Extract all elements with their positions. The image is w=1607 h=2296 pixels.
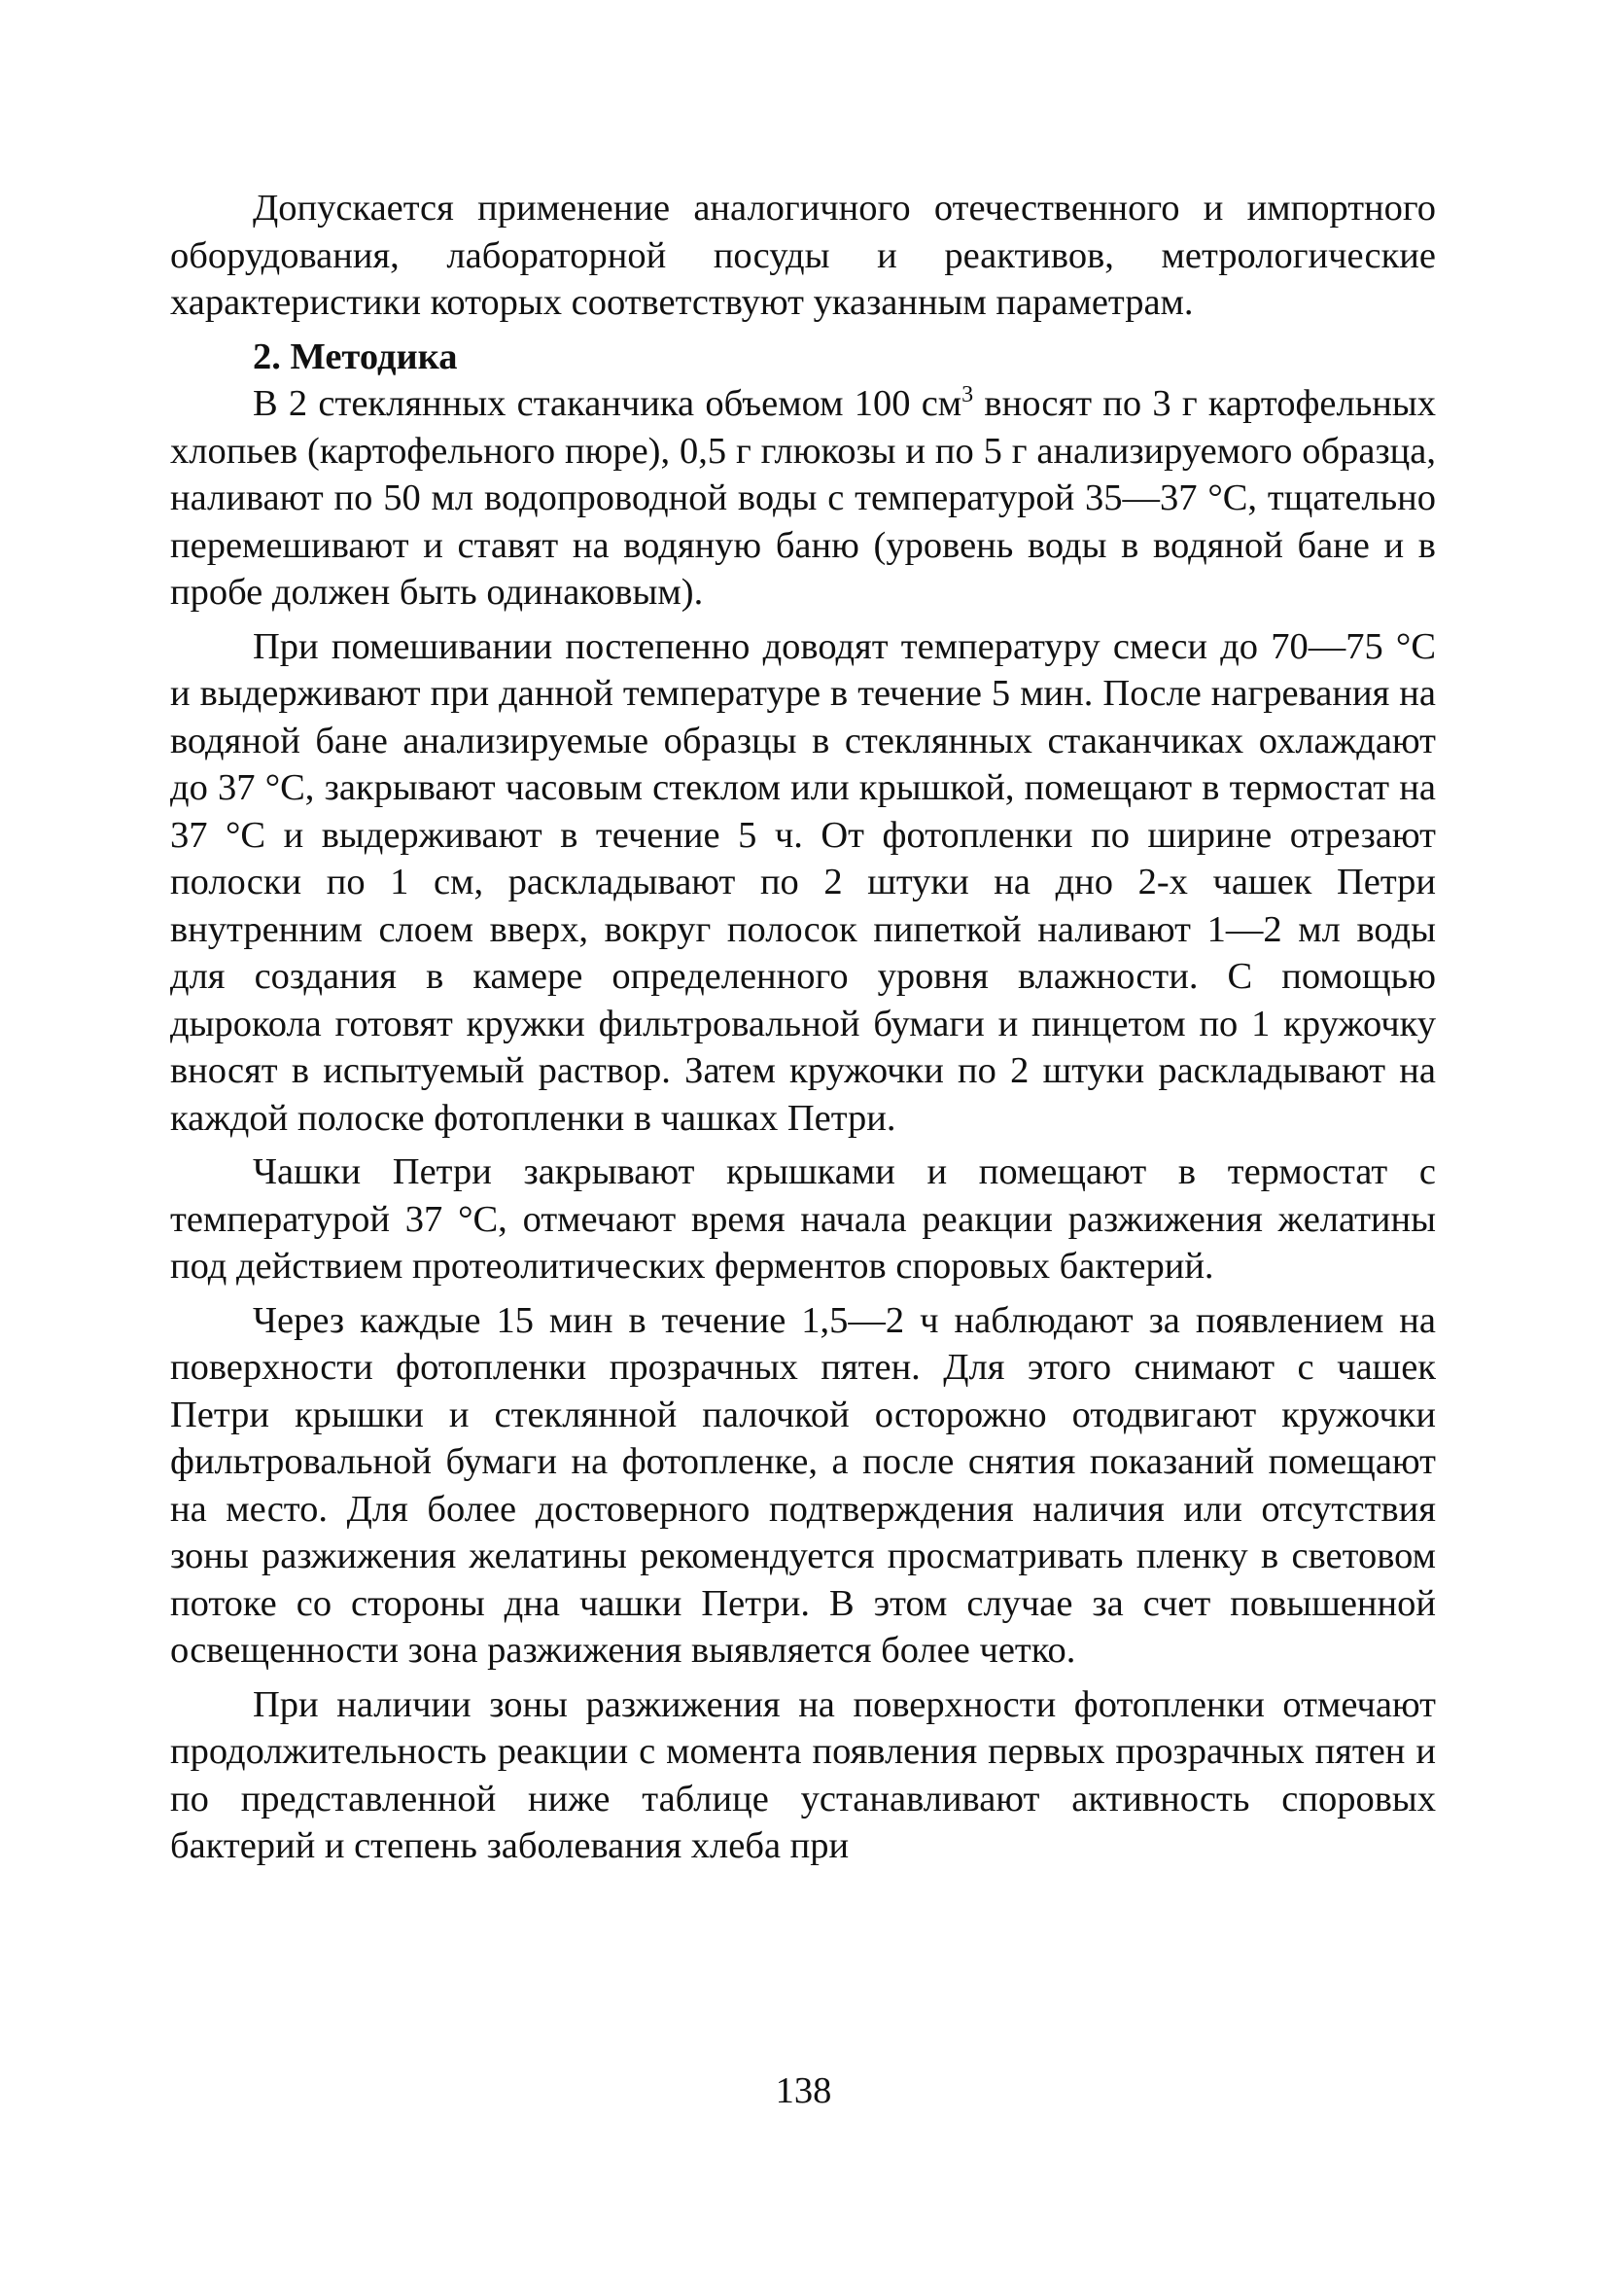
paragraph-1 xyxy=(170,380,1436,617)
body-text xyxy=(170,185,1436,1870)
paragraph-2: При помешивании постепенно доводят температуру смеси до 70—75 °С и выдерживают при данной температуре в течение 5 мин. После нагревания на водяной бане анализируемые образцы в стеклянных стаканчиках охлаждают до 37 °С, закрывают часовым стеклом или крышкой, помещают в термостат на 37 °С и выдерживают в течение 5 ч. От фотопленки по ширине отрезают полоски по 1 см, раскладывают по 2 штуки на дно 2-х чашек Петри внутренним слоем вверх, вокруг полосок пипеткой наливают 1—2 мл воды для создания в камере определенного уровня влажности. С помощью дырокола готовят кружки фильтровальной бумаги и пинцетом по 1 кружочку вносят в испытуемый раствор. Затем кружочки по 2 штуки раскладывают на каждой полоске фотопленки в чашках Петри. xyxy=(170,625,1436,1139)
section-heading: 2. Методика xyxy=(253,336,458,377)
paragraph-5: При наличии зоны разжижения на поверхности фотопленки отмечают продолжительность реакции с момента появления первых прозрачных пятен и по представленной ниже таблице устанавливают активность споровых бактерий и степень заболевания хлеба при xyxy=(170,1683,1436,1866)
paragraph-1-text-a: В 2 стеклянных стаканчика объемом 100 см xyxy=(253,383,962,424)
paragraph-3: Чашки Петри закрывают крышками и помещают в термостат с температурой 37 °С, отмечают время начала реакции разжижения желатины под действием протеолитических ферментов споровых бактерий. xyxy=(170,1151,1436,1287)
page-number: 138 xyxy=(775,2070,832,2111)
paragraph-1-text-b: вносят по 3 г картофельных хлопьев (картофельного пюре), 0,5 г глюкозы и по 5 г анализируемого образца, наливают по 50 мл водопроводной воды с температурой 35—37 °С, тщательно перемешивают и ставят на водяную баню (уровень воды в водяной бане и в пробе должен быть одинаковым). xyxy=(170,383,1436,613)
superscript-3: 3 xyxy=(961,382,974,408)
paragraph-intro: Допускается применение аналогичного отечественного и импортного оборудования, лабораторной посуды и реактивов, метрологические характеристики которых соответствуют указанным параметрам. xyxy=(170,188,1436,323)
paragraph-4: Через каждые 15 мин в течение 1,5—2 ч наблюдают за появлением на поверхности фотопленки прозрачных пятен. Для этого снимают с чашек Петри крышки и стеклянной палочкой осторожно отодвигают кружочки фильтровальной бумаги на фотопленке, а после снятия показаний помещают на место. Для более достоверного подтверждения наличия или отсутствия зоны разжижения желатины рекомендуется просматривать пленку в световом потоке со стороны дна чашки Петри. В этом случае за счет повышенной освещенности зона разжижения выявляется более четко. xyxy=(170,1299,1436,1671)
